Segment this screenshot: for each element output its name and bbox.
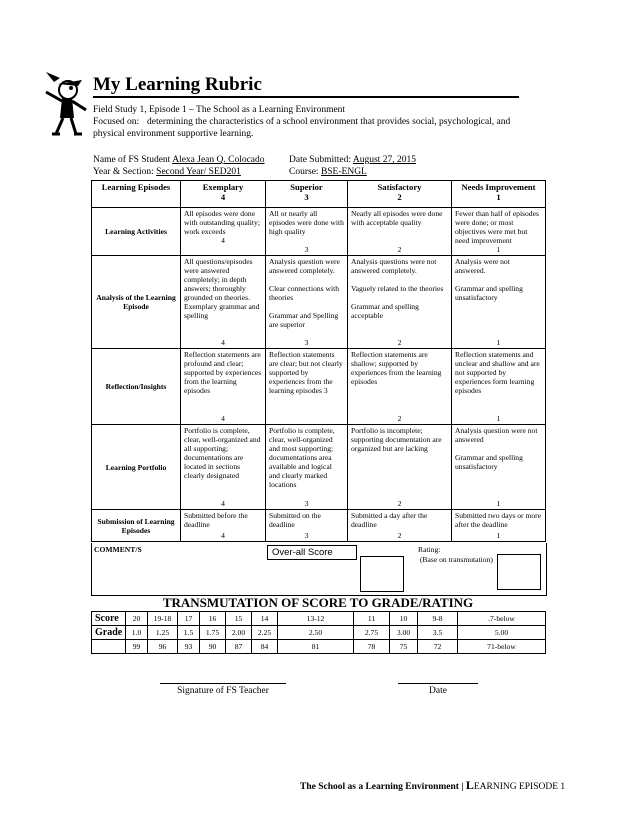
overall-score-label: Over-all Score <box>267 545 357 560</box>
grade-row <box>92 626 546 640</box>
rubric-cell: Reflection statements are clear; but not clearly supported by experiences from the learning episodes 3 <box>266 349 348 425</box>
focus-text: determining the characteristics of a school environment that provides social, psychological, and physical environment supportive learning. <box>93 117 511 139</box>
cartoon-figure-icon <box>38 68 90 138</box>
score-cell: 16 <box>200 612 226 626</box>
rubric-cell: Analysis questions were not answered completely. Vaguely related to the theories Grammar and spelling acceptable 2 <box>348 256 452 349</box>
field-study-line: Field Study 1, Episode 1 – The School as a Learning Environment <box>93 105 346 115</box>
rubric-cell: All or nearly all episodes were done with high quality 3 <box>266 208 348 256</box>
focus-paragraph <box>93 116 523 140</box>
row-label: Reflection/Insights <box>92 349 181 425</box>
grade-cell: 5.00 <box>458 626 546 640</box>
score-cell: .7-below <box>458 612 546 626</box>
rubric-cell: Submitted two days or more after the deadline 1 <box>452 510 546 542</box>
rubric-row <box>92 208 546 256</box>
row-label: Learning Portfolio <box>92 425 181 510</box>
footer-text: The School as a Learning Environment | <box>300 782 464 792</box>
title-underline <box>93 96 519 98</box>
rubric-cell: Reflection statements are shallow; supported by experiences from the learning episodes 2 <box>348 349 452 425</box>
score-cell: 9-8 <box>418 612 458 626</box>
grade-cell: 3.00 <box>390 626 418 640</box>
rubric-row <box>92 510 546 542</box>
focus-label: Focused on: <box>93 117 140 127</box>
rating-label: Rating: (Base on transmutation) <box>418 545 493 564</box>
grade-cell: 2.00 <box>226 626 252 640</box>
date-label: Date Submitted: <box>289 155 352 165</box>
date-signature-line <box>398 683 478 684</box>
comments-label: COMMENT/S <box>94 545 142 554</box>
rubric-cell: All questions/episodes were answered completely; in depth answers; thoroughly grounded on theories. Exemplary grammar and spelling 4 <box>181 256 266 349</box>
header-learning-episodes: Learning Episodes <box>92 181 181 208</box>
rating-cell: 72 <box>418 640 458 654</box>
rating-row-label <box>92 640 126 654</box>
comments-section <box>91 543 547 596</box>
rating-cell: 99 <box>126 640 148 654</box>
rubric-cell: Submitted before the deadline 4 <box>181 510 266 542</box>
date-signature-label: Date <box>429 686 447 696</box>
row-label: Analysis of the Learning Episode <box>92 256 181 349</box>
course-line <box>289 166 367 178</box>
rating-cell: 81 <box>278 640 354 654</box>
rubric-table <box>91 180 546 542</box>
rubric-cell: Fewer than half of episodes were done; or most objectives were met but need improvement 1 <box>452 208 546 256</box>
course-label: Course: <box>289 167 319 177</box>
rating-cell: 96 <box>148 640 178 654</box>
rubric-row <box>92 349 546 425</box>
score-cell: 11 <box>354 612 390 626</box>
header-needs-improvement: Needs Improvement 1 <box>452 181 546 208</box>
date-submitted-line <box>289 154 416 166</box>
score-cell: 19-18 <box>148 612 178 626</box>
rating-cell: 87 <box>226 640 252 654</box>
grade-cell: 1.5 <box>178 626 200 640</box>
footer-episode-rest: EARNING EPISODE 1 <box>473 782 566 792</box>
year-section-line <box>93 166 241 178</box>
score-cell: 20 <box>126 612 148 626</box>
transmutation-table <box>91 611 546 654</box>
grade-label: Grade <box>92 626 126 640</box>
footer-episode-first: L <box>465 778 474 792</box>
date-value: August 27, 2015 <box>352 155 416 165</box>
teacher-signature-line <box>160 683 286 684</box>
student-name-line <box>93 154 265 166</box>
rating-cell: 84 <box>252 640 278 654</box>
rubric-cell: Portfolio is incomplete; supporting documentation are organized but are lacking 2 <box>348 425 452 510</box>
year-label: Year & Section: <box>93 167 154 177</box>
grade-cell: 1.0 <box>126 626 148 640</box>
page-footer <box>300 778 565 793</box>
rubric-cell: Nearly all episodes were done with acceptable quality 2 <box>348 208 452 256</box>
grade-cell: 2.75 <box>354 626 390 640</box>
rating-cell: 90 <box>200 640 226 654</box>
rubric-cell: Reflection statements are profound and clear; supported by experiences from the learning episodes 4 <box>181 349 266 425</box>
grade-cell: 1.25 <box>148 626 178 640</box>
rubric-cell: Portfolio is complete, clear, well-organized and most supporting; documentations area available and logical and clearly marked locations 3 <box>266 425 348 510</box>
score-cell: 10 <box>390 612 418 626</box>
header-exemplary: Exemplary 4 <box>181 181 266 208</box>
score-cell: 17 <box>178 612 200 626</box>
teacher-signature-label: Signature of FS Teacher <box>177 686 269 696</box>
rubric-row <box>92 256 546 349</box>
score-cell: 14 <box>252 612 278 626</box>
page-title: My Learning Rubric <box>93 74 262 95</box>
year-value: Second Year/ SED201 <box>156 167 241 177</box>
rubric-cell: Portfolio is complete, clear, well-organized and all supporting; documentations are located in sections clearly designated 4 <box>181 425 266 510</box>
score-cell: 13-12 <box>278 612 354 626</box>
rubric-header-row <box>92 181 546 208</box>
student-label: Name of FS Student <box>93 155 171 165</box>
row-label: Learning Activities <box>92 208 181 256</box>
rubric-cell: Analysis question were answered completely. Clear connections with theories Grammar and Spelling are superior 3 <box>266 256 348 349</box>
rating-cell: 93 <box>178 640 200 654</box>
grade-cell: 3.5 <box>418 626 458 640</box>
overall-score-box[interactable] <box>360 556 404 592</box>
rubric-cell: Analysis question were not answered Grammar and spelling unsatisfactory 1 <box>452 425 546 510</box>
rating-cell: 71-below <box>458 640 546 654</box>
score-cell: 15 <box>226 612 252 626</box>
course-value: BSE-ENGL <box>320 167 367 177</box>
header-superior: Superior 3 <box>266 181 348 208</box>
rating-cell: 75 <box>390 640 418 654</box>
rating-box[interactable] <box>497 554 541 590</box>
rubric-cell: Analysis were not answered. Grammar and spelling unsatisfactory 1 <box>452 256 546 349</box>
rubric-row <box>92 425 546 510</box>
rubric-cell: Reflection statements and unclear and shallow and are not supported by experiences form learning episodes 1 <box>452 349 546 425</box>
student-name: Alexa Jean Q. Colocado <box>172 155 265 165</box>
grade-cell: 1.75 <box>200 626 226 640</box>
grade-cell: 2.25 <box>252 626 278 640</box>
score-row <box>92 612 546 626</box>
transmutation-title: TRANSMUTATION OF SCORE TO GRADE/RATING <box>162 595 474 610</box>
rubric-cell: Submitted on the deadline 3 <box>266 510 348 542</box>
header-satisfactory: Satisfactory 2 <box>348 181 452 208</box>
rating-cell: 78 <box>354 640 390 654</box>
rubric-cell: Submitted a day after the deadline 2 <box>348 510 452 542</box>
rubric-cell: All episodes were done with outstanding quality; work exceeds 4 <box>181 208 266 256</box>
rating-row <box>92 640 546 654</box>
row-label: Submission of Learning Episodes <box>92 510 181 542</box>
grade-cell: 2.50 <box>278 626 354 640</box>
score-label: Score <box>92 612 126 626</box>
